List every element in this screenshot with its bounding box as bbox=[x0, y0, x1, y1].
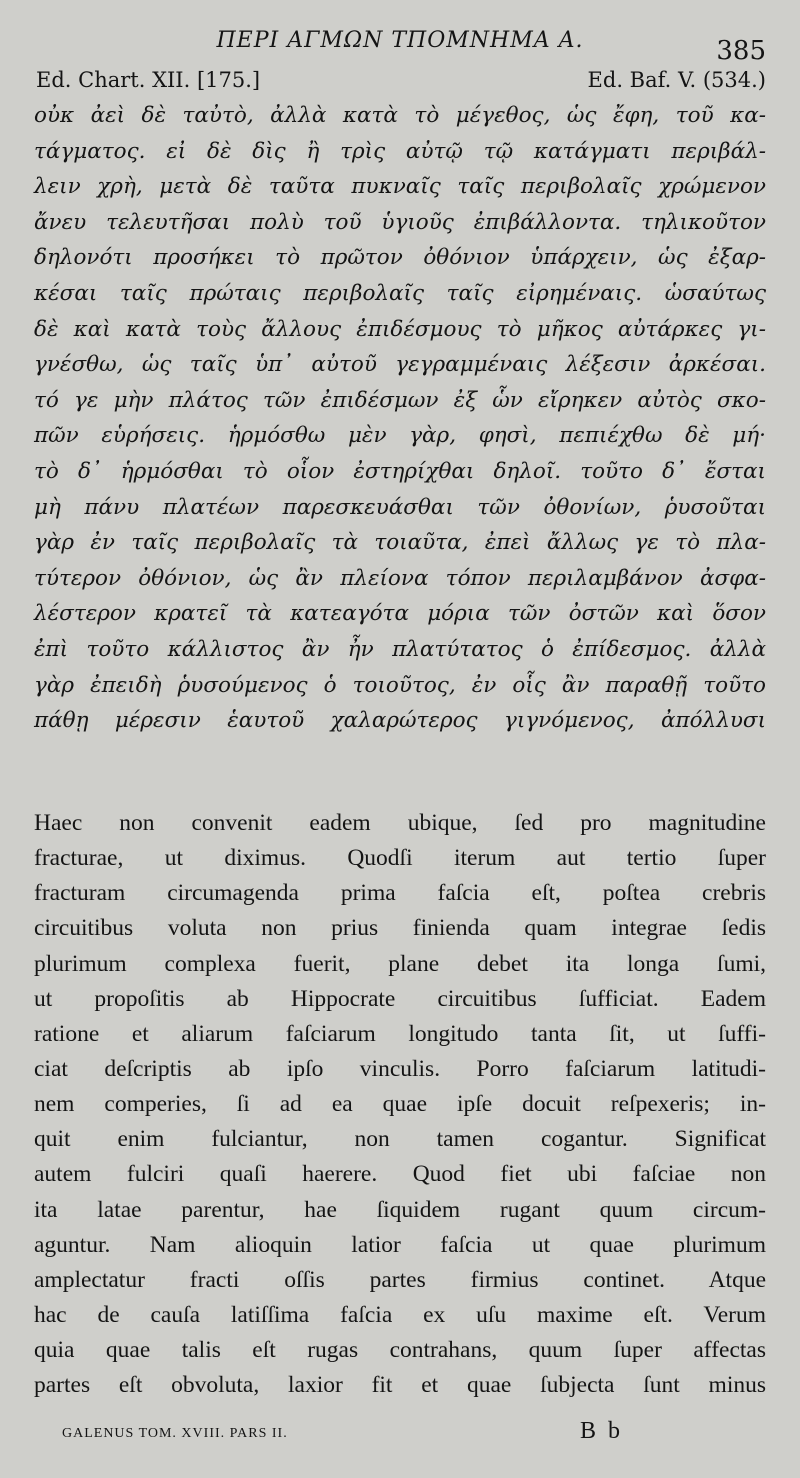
latin-line: ut propoſitis ab Hippocrate circuitibus ſufficiat. Eadem bbox=[34, 985, 766, 1012]
greek-line: λειν χρὴ, μετὰ δὲ ταῦτα πυκναῖς ταῖς περιβολαῖς χρώμενον bbox=[34, 174, 766, 200]
greek-line: γνέσθω, ὡς ταῖς ὑπ᾽ αὐτοῦ γεγραμμέναις λέξεσιν ἀρκέσαι. bbox=[34, 352, 766, 378]
greek-line: ἐπὶ τοῦτο κάλλιστος ἂν ἦν πλατύτατος ὁ ἐπίδεσμος. ἀλλὰ bbox=[34, 636, 766, 662]
latin-line: circuitibus voluta non prius finienda quam integrae ſedis bbox=[34, 915, 766, 942]
greek-line: τάγματος. εἰ δὲ δὶς ἢ τρὶς αὐτῷ τῷ κατάγματι περιβάλ- bbox=[34, 138, 766, 164]
latin-line: quit enim fulciantur, non tamen cogantur. Significat bbox=[34, 1126, 766, 1153]
greek-line: μὴ πάνυ πλατέων παρεσκευάσθαι τῶν ὀθονίων, ῥυσοῦται bbox=[34, 494, 766, 520]
latin-line: partes eſt obvoluta, laxior fit et quae ſubjecta ſunt minus bbox=[34, 1372, 766, 1399]
edition-reference-line bbox=[36, 68, 766, 92]
running-title: ΠΕΡΙ ΑΓΜΩΝ ΤΠΟΜΝΗΜΑ Α. bbox=[216, 28, 584, 53]
greek-line: τὸ δ᾽ ἡρμόσθαι τὸ οἷον ἐστηρίχθαι δηλοῖ. τοῦτο δ᾽ ἔσται bbox=[34, 458, 766, 484]
latin-line: ratione et aliarum faſciarum longitudo tanta ſit, ut ſuffi- bbox=[34, 1020, 766, 1047]
gathering-mark: B b bbox=[580, 1418, 624, 1444]
greek-line: δηλονότι προσήκει τὸ πρῶτον ὀθόνιον ὑπάρχειν, ὡς ἐξαρ- bbox=[34, 245, 766, 271]
latin-line: plurimum complexa fuerit, plane debet ita longa ſumi, bbox=[34, 950, 766, 977]
latin-line: fracturae, ut diximus. Quodſi iterum aut tertio ſuper bbox=[34, 845, 766, 872]
latin-line: ciat deſcriptis ab ipſo vinculis. Porro faſciarum latitudi- bbox=[34, 1055, 766, 1082]
greek-text-block bbox=[34, 98, 766, 739]
latin-line: ita latae parentur, hae ſiquidem rugant quum circum- bbox=[34, 1196, 766, 1223]
greek-line: πῶν εὑρήσεις. ἡρμόσθω μὲν γὰρ, φησὶ, πεπιέχθω δὲ μή· bbox=[34, 423, 766, 449]
greek-line: κέσαι ταῖς πρώταις περιβολαῖς ταῖς εἰρημέναις. ὡσαύτως bbox=[34, 280, 766, 306]
greek-line: γὰρ ἐπειδὴ ῥυσούμενος ὁ τοιοῦτος, ἐν οἷς ἂν παραθῇ τοῦτο bbox=[34, 672, 766, 698]
greek-line: τό γε μὴν πλάτος τῶν ἐπιδέσμων ἐξ ὧν εἴρηκεν αὐτὸς σκο- bbox=[34, 387, 766, 413]
greek-line: δὲ καὶ κατὰ τοὺς ἄλλους ἐπιδέσμους τὸ μῆκος αὐτάρκες γι- bbox=[34, 316, 766, 342]
column-gap bbox=[0, 742, 800, 802]
latin-line: nem comperies, ſi ad ea quae ipſe docuit reſpexeris; in- bbox=[34, 1091, 766, 1118]
latin-line: quia quae talis eſt rugas contrahans, quum ſuper affectas bbox=[34, 1337, 766, 1364]
greek-line: ἄνευ τελευτῆσαι πολὺ τοῦ ὑγιοῦς ἐπιβάλλοντα. τηλικοῦτον bbox=[34, 209, 766, 235]
greek-line: οὐκ ἀεὶ δὲ ταὐτὸ, ἀλλὰ κατὰ τὸ μέγεθος, ὡς ἔφη, τοῦ κα- bbox=[34, 103, 766, 128]
latin-line: hac de cauſa latiſſima faſcia ex uſu maxime eſt. Verum bbox=[34, 1301, 766, 1328]
signature-line: GALENUS TOM. XVIII. PARS II. bbox=[62, 1426, 288, 1441]
greek-line: πάθῃ μέρεσιν ἑαυτοῦ χαλαρώτερος γιγνόμενος, ἀπόλλυσι bbox=[34, 708, 766, 734]
greek-line: γὰρ ἐν ταῖς περιβολαῖς τὰ τοιαῦτα, ἐπεὶ ἄλλως γε τὸ πλα- bbox=[34, 530, 766, 556]
latin-line: fracturam circumagenda prima faſcia eſt, poſtea crebris bbox=[34, 880, 766, 907]
edition-basel-ref: Ed. Baf. V. (534.) bbox=[587, 68, 766, 92]
latin-text-block bbox=[34, 806, 766, 1403]
edition-chart-ref: Ed. Chart. XII. [175.] bbox=[36, 68, 261, 92]
latin-line: aguntur. Nam alioquin latior faſcia ut quae plurimum bbox=[34, 1231, 766, 1258]
latin-line: Haec non convenit eadem ubique, ſed pro magnitudine bbox=[34, 810, 766, 836]
latin-line: amplectatur fracti oſſis partes firmius continet. Atque bbox=[34, 1266, 766, 1293]
greek-line: λέστερον κρατεῖ τὰ κατεαγότα μόρια τῶν ὀστῶν καὶ ὅσον bbox=[34, 601, 766, 627]
greek-line: τύτερον ὀθόνιον, ὡς ἂν πλείονα τόπον περιλαμβάνον ἀσφα- bbox=[34, 565, 766, 591]
page-number: 385 bbox=[716, 36, 766, 66]
latin-line: autem fulciri quaſi haerere. Quod fiet ubi faſciae non bbox=[34, 1161, 766, 1188]
